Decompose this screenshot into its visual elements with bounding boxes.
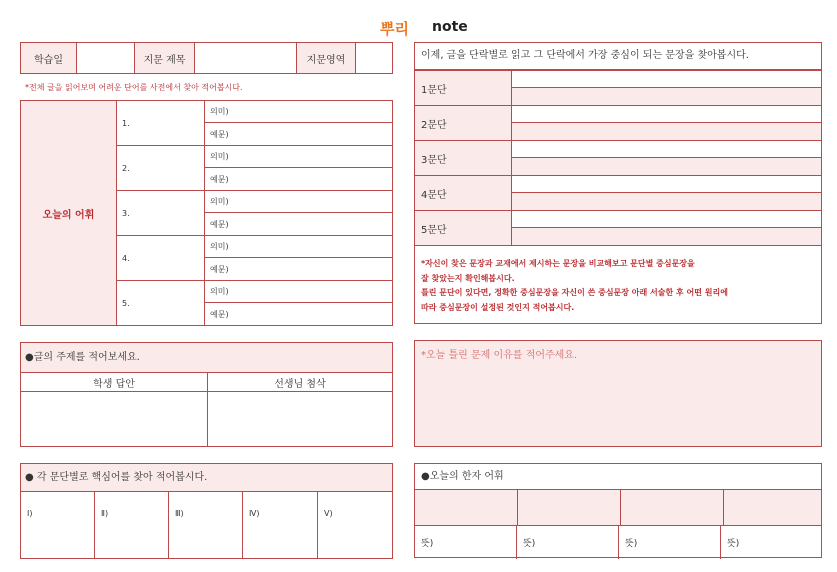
keyword-col-4[interactable]: Ⅳ) xyxy=(243,492,318,559)
paragraph-note-line-4: 따라 중심문장이 설정된 것인지 적어봅시다. xyxy=(421,302,575,312)
vocab-table xyxy=(20,100,393,326)
paragraph-line-2b[interactable] xyxy=(511,123,821,141)
vocab-word-5[interactable]: 5. xyxy=(117,281,205,326)
keywords-title: ● 각 문단별로 핵심어를 찾아 적어봅시다. xyxy=(21,464,392,492)
vocab-example-3[interactable]: 예문) xyxy=(205,213,393,236)
vocab-instruction: *전체 글을 읽어보며 어려운 단어를 사전에서 찾아 적어봅시다. xyxy=(25,83,243,92)
area-label: 지문영역 xyxy=(297,43,356,74)
hanja-char-4[interactable] xyxy=(724,490,821,525)
vocab-word-1[interactable]: 1. xyxy=(117,101,205,146)
brand-name: 뿌리 xyxy=(380,20,409,38)
paragraph-line-1a[interactable] xyxy=(511,71,821,88)
paragraph-note-line-3: 틀린 문단이 있다면, 정확한 중심문장을 자신이 쓴 중심문장 아래 서술한 후 어떤 원리에 xyxy=(421,288,728,297)
teacher-comment-field[interactable] xyxy=(208,392,392,447)
wrong-reason-title: *오늘 틀린 문제 이유를 적어주세요. xyxy=(421,350,578,361)
page-title: note xyxy=(432,19,468,35)
hanja-meaning-2[interactable]: 뜻) xyxy=(517,526,619,559)
vocab-meaning-4[interactable]: 의미) xyxy=(205,236,393,258)
vocab-meaning-3[interactable]: 의미) xyxy=(205,191,393,213)
paragraph-note-line-2: 잘 찾았는지 확인해봅시다. xyxy=(421,273,515,283)
paragraph-line-5b[interactable] xyxy=(511,228,821,246)
info-row xyxy=(20,42,393,74)
passage-title-label: 지문 제목 xyxy=(135,43,195,74)
paragraph-line-5a[interactable] xyxy=(511,211,821,228)
wrong-reason-panel[interactable] xyxy=(414,340,822,447)
vocab-example-4[interactable]: 예문) xyxy=(205,258,393,281)
paragraph-line-3a[interactable] xyxy=(511,141,821,158)
vocab-meaning-5[interactable]: 의미) xyxy=(205,281,393,303)
keyword-col-3[interactable]: Ⅲ) xyxy=(169,492,243,559)
hanja-char-3[interactable] xyxy=(621,490,724,525)
date-label: 학습일 xyxy=(21,43,77,74)
paragraph-label-3: 3문단 xyxy=(415,141,511,176)
paragraph-line-3b[interactable] xyxy=(511,158,821,176)
paragraph-note-line-1: *자신이 찾은 문장과 교재에서 제시하는 문장을 비교해보고 문단별 중심문장을 xyxy=(421,259,695,268)
vocab-word-4[interactable]: 4. xyxy=(117,236,205,281)
vocab-example-5[interactable]: 예문) xyxy=(205,303,393,326)
paragraph-label-2: 2문단 xyxy=(415,106,511,141)
hanja-char-2[interactable] xyxy=(518,490,621,525)
hanja-meaning-3[interactable]: 뜻) xyxy=(619,526,721,559)
keyword-col-2[interactable]: Ⅱ) xyxy=(95,492,169,559)
keyword-col-1[interactable]: Ⅰ) xyxy=(21,492,95,559)
paragraph-line-2a[interactable] xyxy=(511,106,821,123)
vocab-word-2[interactable]: 2. xyxy=(117,146,205,191)
vocab-example-1[interactable]: 예문) xyxy=(205,123,393,146)
hanja-meaning-1[interactable]: 뜻) xyxy=(415,526,517,559)
paragraph-line-4b[interactable] xyxy=(511,193,821,211)
paragraph-label-4: 4문단 xyxy=(415,176,511,211)
paragraph-table xyxy=(415,70,821,246)
paragraph-label-5: 5문단 xyxy=(415,211,511,246)
vocab-word-3[interactable]: 3. xyxy=(117,191,205,236)
hanja-title: ●오늘의 한자 어휘 xyxy=(415,464,821,490)
student-answer-field[interactable] xyxy=(21,392,208,447)
hanja-panel xyxy=(414,463,822,558)
paragraph-line-1b[interactable] xyxy=(511,88,821,106)
student-answer-label: 학생 답안 xyxy=(21,373,208,391)
hanja-meaning-4[interactable]: 뜻) xyxy=(727,539,740,549)
area-field[interactable] xyxy=(356,43,393,74)
paragraph-note xyxy=(415,246,821,315)
paragraph-panel xyxy=(414,42,822,324)
paragraph-instruction: 이제, 글을 단락별로 읽고 그 단락에서 가장 중심이 되는 문장을 찾아봅시다. xyxy=(415,43,821,70)
paragraph-label-1: 1문단 xyxy=(415,71,511,106)
teacher-comment-label: 선생님 첨삭 xyxy=(274,378,326,390)
vocab-example-2[interactable]: 예문) xyxy=(205,168,393,191)
vocab-section-label: 오늘의 어휘 xyxy=(21,101,117,326)
hanja-char-1[interactable] xyxy=(415,490,518,525)
theme-panel xyxy=(20,342,393,447)
passage-title-field[interactable] xyxy=(195,43,297,74)
keyword-col-5[interactable]: Ⅴ) xyxy=(324,509,333,518)
date-field[interactable] xyxy=(77,43,135,74)
theme-title: ●글의 주제를 적어보세요. xyxy=(21,343,392,373)
vocab-meaning-2[interactable]: 의미) xyxy=(205,146,393,168)
paragraph-line-4a[interactable] xyxy=(511,176,821,193)
keywords-panel xyxy=(20,463,393,559)
vocab-meaning-1[interactable]: 의미) xyxy=(205,101,393,123)
